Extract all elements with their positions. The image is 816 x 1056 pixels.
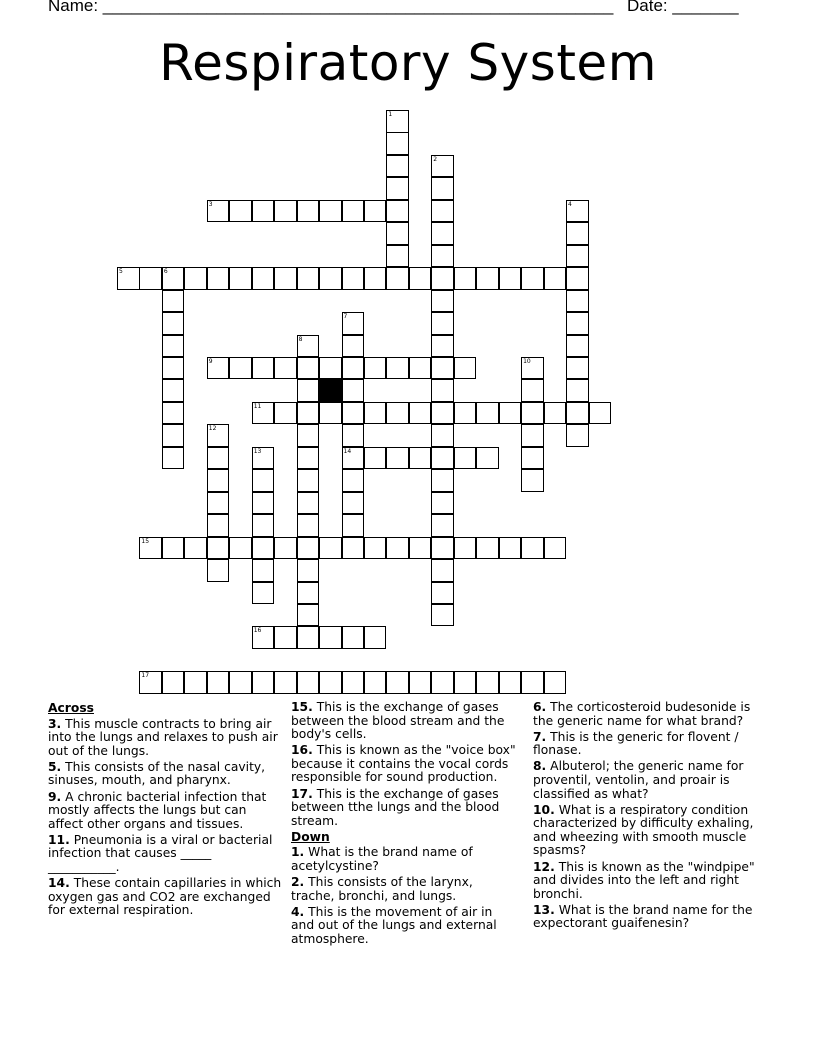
crossword-cell[interactable] — [544, 402, 567, 425]
crossword-cell[interactable] — [297, 424, 320, 447]
crossword-cell[interactable] — [386, 200, 409, 223]
clues-column-2 — [291, 701, 517, 949]
crossword-cell[interactable] — [386, 447, 409, 470]
crossword-cell[interactable] — [364, 537, 387, 560]
crossword-cell[interactable] — [521, 267, 544, 290]
clue-down-7: 7. This is the generic for flovent / flonase. — [533, 729, 739, 758]
crossword-cell[interactable] — [207, 424, 230, 447]
crossword-cell[interactable] — [297, 671, 320, 694]
crossword-cell[interactable] — [454, 402, 477, 425]
across-heading: Across — [48, 701, 94, 715]
crossword-cell[interactable] — [207, 559, 230, 582]
crossword-cell[interactable] — [431, 379, 454, 402]
crossword-cell[interactable] — [409, 671, 432, 694]
crossword-cell[interactable] — [207, 447, 230, 470]
crossword-cell[interactable] — [207, 469, 230, 492]
crossword-cell[interactable] — [566, 379, 589, 402]
crossword-cell[interactable] — [386, 132, 409, 155]
crossword-cell[interactable] — [566, 312, 589, 335]
crossword-cell[interactable] — [162, 379, 185, 402]
crossword-cell[interactable] — [207, 537, 230, 560]
crossword-cell[interactable] — [297, 604, 320, 627]
crossword-cell[interactable] — [386, 537, 409, 560]
crossword-cell[interactable] — [274, 402, 297, 425]
crossword-cell[interactable] — [319, 267, 342, 290]
crossword-cell[interactable] — [431, 402, 454, 425]
crossword-cell[interactable] — [319, 357, 342, 380]
crossword-cell[interactable] — [521, 379, 544, 402]
crossword-cell[interactable] — [162, 447, 185, 470]
crossword-cell[interactable] — [566, 424, 589, 447]
crossword-cell[interactable] — [319, 626, 342, 649]
crossword-cell[interactable] — [476, 537, 499, 560]
crossword-cell[interactable] — [409, 537, 432, 560]
crossword-cell[interactable] — [431, 222, 454, 245]
crossword-cell[interactable] — [521, 447, 544, 470]
clue-number: 7 — [343, 313, 348, 320]
crossword-cell[interactable] — [476, 267, 499, 290]
crossword-cell[interactable] — [342, 424, 365, 447]
clue-number: 10 — [523, 357, 531, 365]
clue-across-5: 5. This consists of the nasal cavity, sinuses, mouth, and pharynx. — [48, 759, 266, 788]
crossword-cell[interactable] — [386, 222, 409, 245]
crossword-cell[interactable] — [319, 537, 342, 560]
crossword-cell[interactable] — [162, 537, 185, 560]
clue-down-6: 6. The corticosteroid budesonide is the generic name for what brand? — [533, 700, 751, 728]
crossword-cell[interactable] — [431, 155, 454, 178]
crossword-cell[interactable] — [162, 671, 185, 694]
clue-across-14: 14. These contain capillaries in which oxygen gas and CO2 are exchanged for external respiration. — [48, 876, 282, 918]
crossword-cell[interactable] — [521, 537, 544, 560]
crossword-cell[interactable] — [521, 424, 544, 447]
clue-down-12: 12. This is known as the "windpipe" and divides into the left and right bronchi. — [533, 859, 755, 901]
crossword-cell[interactable] — [431, 200, 454, 223]
crossword-cell[interactable] — [386, 155, 409, 178]
crossword-cell[interactable] — [386, 245, 409, 268]
crossword-cell[interactable] — [207, 267, 230, 290]
crossword-cell[interactable] — [364, 447, 387, 470]
crossword-cell[interactable] — [252, 357, 275, 380]
crossword-cell[interactable] — [207, 671, 230, 694]
clue-number: 16 — [253, 627, 262, 635]
crossword-cell[interactable] — [274, 537, 297, 560]
crossword-cell[interactable] — [319, 200, 342, 223]
crossword-cell[interactable] — [431, 537, 454, 560]
crossword-cell[interactable] — [139, 267, 162, 290]
crossword-cell[interactable] — [499, 671, 522, 694]
clue-number: 13 — [253, 447, 262, 455]
clue-number: 1 — [388, 111, 393, 118]
crossword-cell[interactable] — [566, 335, 589, 358]
crossword-cell[interactable] — [544, 537, 567, 560]
crossword-cell[interactable] — [499, 402, 522, 425]
clue-across-3: 3. This muscle contracts to bring air into the lungs and relaxes to push air out of the lungs. — [48, 716, 278, 758]
crossword-cell[interactable] — [409, 357, 432, 380]
crossword-cell[interactable] — [454, 671, 477, 694]
crossword-cell[interactable] — [544, 267, 567, 290]
clue-number: 17 — [141, 672, 150, 680]
crossword-cell[interactable] — [364, 267, 387, 290]
crossword-cell[interactable] — [499, 267, 522, 290]
crossword-cell[interactable] — [252, 402, 275, 425]
crossword-cell[interactable] — [454, 357, 477, 380]
crossword-cell[interactable] — [229, 671, 252, 694]
clue-across-15: 15. This is the exchange of gases between the blood stream and the body's cells. — [291, 700, 505, 742]
clue-number: 12 — [208, 425, 217, 433]
crossword-cell[interactable] — [297, 335, 320, 358]
crossword-cell[interactable] — [342, 469, 365, 492]
crossword-cell[interactable] — [566, 200, 589, 223]
crossword-cell[interactable] — [162, 357, 185, 380]
crossword-cell[interactable] — [297, 492, 320, 515]
crossword-cell[interactable] — [274, 671, 297, 694]
crossword-cell[interactable] — [476, 671, 499, 694]
crossword-cell[interactable] — [117, 267, 140, 290]
crossword-cell[interactable] — [297, 200, 320, 223]
crossword-cell[interactable] — [252, 582, 275, 605]
crossword-cell[interactable] — [431, 492, 454, 515]
crossword-cell[interactable] — [431, 469, 454, 492]
crossword-cell[interactable] — [364, 671, 387, 694]
crossword-cell[interactable] — [431, 267, 454, 290]
clue-down-4: 4. This is the movement of air in and out of the lungs and external atmosphere. — [291, 904, 497, 946]
crossword-cell[interactable] — [342, 537, 365, 560]
crossword-cell[interactable] — [431, 559, 454, 582]
clue-across-11: 11. Pneumonia is a viral or bacterial infection that causes _____ ___________. — [48, 832, 273, 875]
clue-down-8: 8. Albuterol; the generic name for proventil, ventolin, and proair is classified as what? — [533, 759, 744, 801]
crossword-cell[interactable] — [162, 267, 185, 290]
crossword-cell[interactable] — [431, 290, 454, 313]
crossword-cell[interactable] — [297, 582, 320, 605]
crossword-cell[interactable] — [566, 357, 589, 380]
crossword-cell[interactable] — [566, 267, 589, 290]
crossword-cell[interactable] — [342, 335, 365, 358]
crossword-cell[interactable] — [274, 267, 297, 290]
crossword-cell[interactable] — [521, 357, 544, 380]
crossword-cell[interactable] — [229, 200, 252, 223]
crossword-cell[interactable] — [566, 222, 589, 245]
crossword-cell[interactable] — [431, 514, 454, 537]
crossword-cell[interactable] — [499, 537, 522, 560]
crossword-cell[interactable] — [476, 402, 499, 425]
crossword-cell[interactable] — [342, 267, 365, 290]
crossword-cell[interactable] — [409, 447, 432, 470]
crossword-cell[interactable] — [252, 267, 275, 290]
crossword-cell[interactable] — [207, 200, 230, 223]
crossword-cell[interactable] — [454, 447, 477, 470]
crossword-cell[interactable] — [297, 267, 320, 290]
clue-number: 9 — [208, 357, 213, 365]
crossword-cell[interactable] — [431, 177, 454, 200]
crossword-cell[interactable] — [342, 379, 365, 402]
crossword-cell[interactable] — [184, 267, 207, 290]
crossword-cell[interactable] — [431, 582, 454, 605]
crossword-cell[interactable] — [229, 267, 252, 290]
clue-number: 3 — [208, 200, 213, 208]
crossword-cell[interactable] — [364, 626, 387, 649]
clue-down-10: 10. What is a respiratory condition characterized by difficulty exhaling, and wheezing with smooth muscle spasms? — [533, 802, 754, 858]
crossword-cell[interactable] — [476, 447, 499, 470]
clue-across-17: 17. This is the exchange of gases between tthe lungs and the blood stream. — [291, 786, 500, 828]
crossword-cell[interactable] — [229, 357, 252, 380]
clues-column-1 — [48, 701, 284, 920]
crossword-cell[interactable] — [297, 447, 320, 470]
crossword-cell[interactable] — [409, 267, 432, 290]
crossword-cell[interactable] — [409, 402, 432, 425]
crossword-cell[interactable] — [297, 514, 320, 537]
crossword-cell[interactable] — [386, 671, 409, 694]
crossword-cell[interactable] — [342, 514, 365, 537]
crossword-cell[interactable] — [297, 402, 320, 425]
crossword-cell[interactable] — [431, 357, 454, 380]
crossword-cell[interactable] — [454, 267, 477, 290]
crossword-cell[interactable] — [566, 402, 589, 425]
crossword-cell[interactable] — [297, 469, 320, 492]
crossword-cell[interactable] — [252, 559, 275, 582]
clue-across-16: 16. This is known as the "voice box" because it contains the vocal cords responsible for sound production. — [291, 743, 516, 785]
crossword-cell[interactable] — [252, 469, 275, 492]
crossword-cell[interactable] — [342, 357, 365, 380]
crossword-cell[interactable] — [544, 671, 567, 694]
crossword-cell[interactable] — [521, 671, 544, 694]
crossword-block — [319, 379, 342, 402]
crossword-cell[interactable] — [162, 335, 185, 358]
crossword-cell[interactable] — [364, 357, 387, 380]
crossword-cell[interactable] — [274, 200, 297, 223]
crossword-cell[interactable] — [431, 335, 454, 358]
crossword-cell[interactable] — [274, 626, 297, 649]
crossword-cell[interactable] — [431, 312, 454, 335]
crossword-cell[interactable] — [431, 604, 454, 627]
crossword-cell[interactable] — [252, 671, 275, 694]
crossword-cell[interactable] — [342, 200, 365, 223]
crossword-cell[interactable] — [162, 402, 185, 425]
page-title: Respiratory System — [159, 34, 657, 92]
crossword-cell[interactable] — [454, 537, 477, 560]
crossword-cell[interactable] — [431, 447, 454, 470]
clue-number: 14 — [343, 447, 352, 455]
clue-number: 8 — [298, 335, 303, 343]
crossword-cell[interactable] — [342, 626, 365, 649]
crossword-cell[interactable] — [184, 671, 207, 694]
clue-down-1: 1. What is the brand name of acetylcystine? — [291, 845, 473, 874]
crossword-cell[interactable] — [297, 357, 320, 380]
crossword-cell[interactable] — [274, 357, 297, 380]
crossword-cell[interactable] — [139, 671, 162, 694]
crossword-cell[interactable] — [297, 379, 320, 402]
crossword-cell[interactable] — [566, 245, 589, 268]
crossword-cell[interactable] — [207, 357, 230, 380]
crossword-cell[interactable] — [521, 469, 544, 492]
date-field-label: Date: _______ — [627, 0, 739, 15]
crossword-cell[interactable] — [252, 492, 275, 515]
crossword-cell[interactable] — [386, 267, 409, 290]
name-field-label: Name: ______________________________________________________ — [48, 0, 614, 15]
crossword-cell[interactable] — [566, 290, 589, 313]
crossword-cell[interactable] — [342, 402, 365, 425]
crossword-cell[interactable] — [297, 559, 320, 582]
crossword-cell[interactable] — [139, 537, 162, 560]
crossword-cell[interactable] — [386, 357, 409, 380]
crossword-cell[interactable] — [252, 200, 275, 223]
clue-down-13: 13. What is the brand name for the expectorant guaifenesin? — [533, 902, 753, 931]
clue-number: 6 — [163, 268, 168, 276]
clue-number: 4 — [568, 200, 572, 208]
down-heading: Down — [291, 829, 330, 844]
crossword-cell[interactable] — [364, 200, 387, 223]
crossword-cell[interactable] — [431, 424, 454, 447]
clue-number: 11 — [253, 402, 262, 410]
crossword-cell[interactable] — [207, 492, 230, 515]
clue-across-9: 9. A chronic bacterial infection that mostly affects the lungs but can affect other organs and tissues. — [48, 789, 267, 831]
crossword-cell[interactable] — [297, 537, 320, 560]
crossword-cell[interactable] — [589, 402, 612, 425]
crossword-cell[interactable] — [162, 424, 185, 447]
crossword-cell[interactable] — [252, 626, 275, 649]
clues-column-3 — [533, 701, 765, 934]
crossword-cell[interactable] — [386, 177, 409, 200]
crossword-cell[interactable] — [342, 312, 365, 335]
crossword-cell[interactable] — [342, 492, 365, 515]
crossword-cell[interactable] — [431, 245, 454, 268]
crossword-cell[interactable] — [342, 671, 365, 694]
crossword-cell[interactable] — [162, 312, 185, 335]
crossword-cell[interactable] — [364, 402, 387, 425]
crossword-cell[interactable] — [297, 626, 320, 649]
crossword-cell[interactable] — [252, 514, 275, 537]
crossword-cell[interactable] — [386, 110, 409, 133]
crossword-cell[interactable] — [207, 514, 230, 537]
crossword-cell[interactable] — [319, 671, 342, 694]
clue-number: 15 — [141, 537, 150, 545]
clue-number: 5 — [119, 268, 123, 276]
crossword-cell[interactable] — [184, 537, 207, 560]
crossword-cell[interactable] — [342, 447, 365, 470]
crossword-cell[interactable] — [386, 402, 409, 425]
crossword-cell[interactable] — [162, 290, 185, 313]
crossword-cell[interactable] — [431, 671, 454, 694]
crossword-cell[interactable] — [521, 402, 544, 425]
crossword-cell[interactable] — [229, 537, 252, 560]
clue-number: 2 — [433, 155, 438, 163]
crossword-cell[interactable] — [252, 447, 275, 470]
crossword-cell[interactable] — [252, 537, 275, 560]
crossword-cell[interactable] — [319, 402, 342, 425]
clue-down-2: 2. This consists of the larynx, trache, bronchi, and lungs. — [291, 875, 473, 903]
